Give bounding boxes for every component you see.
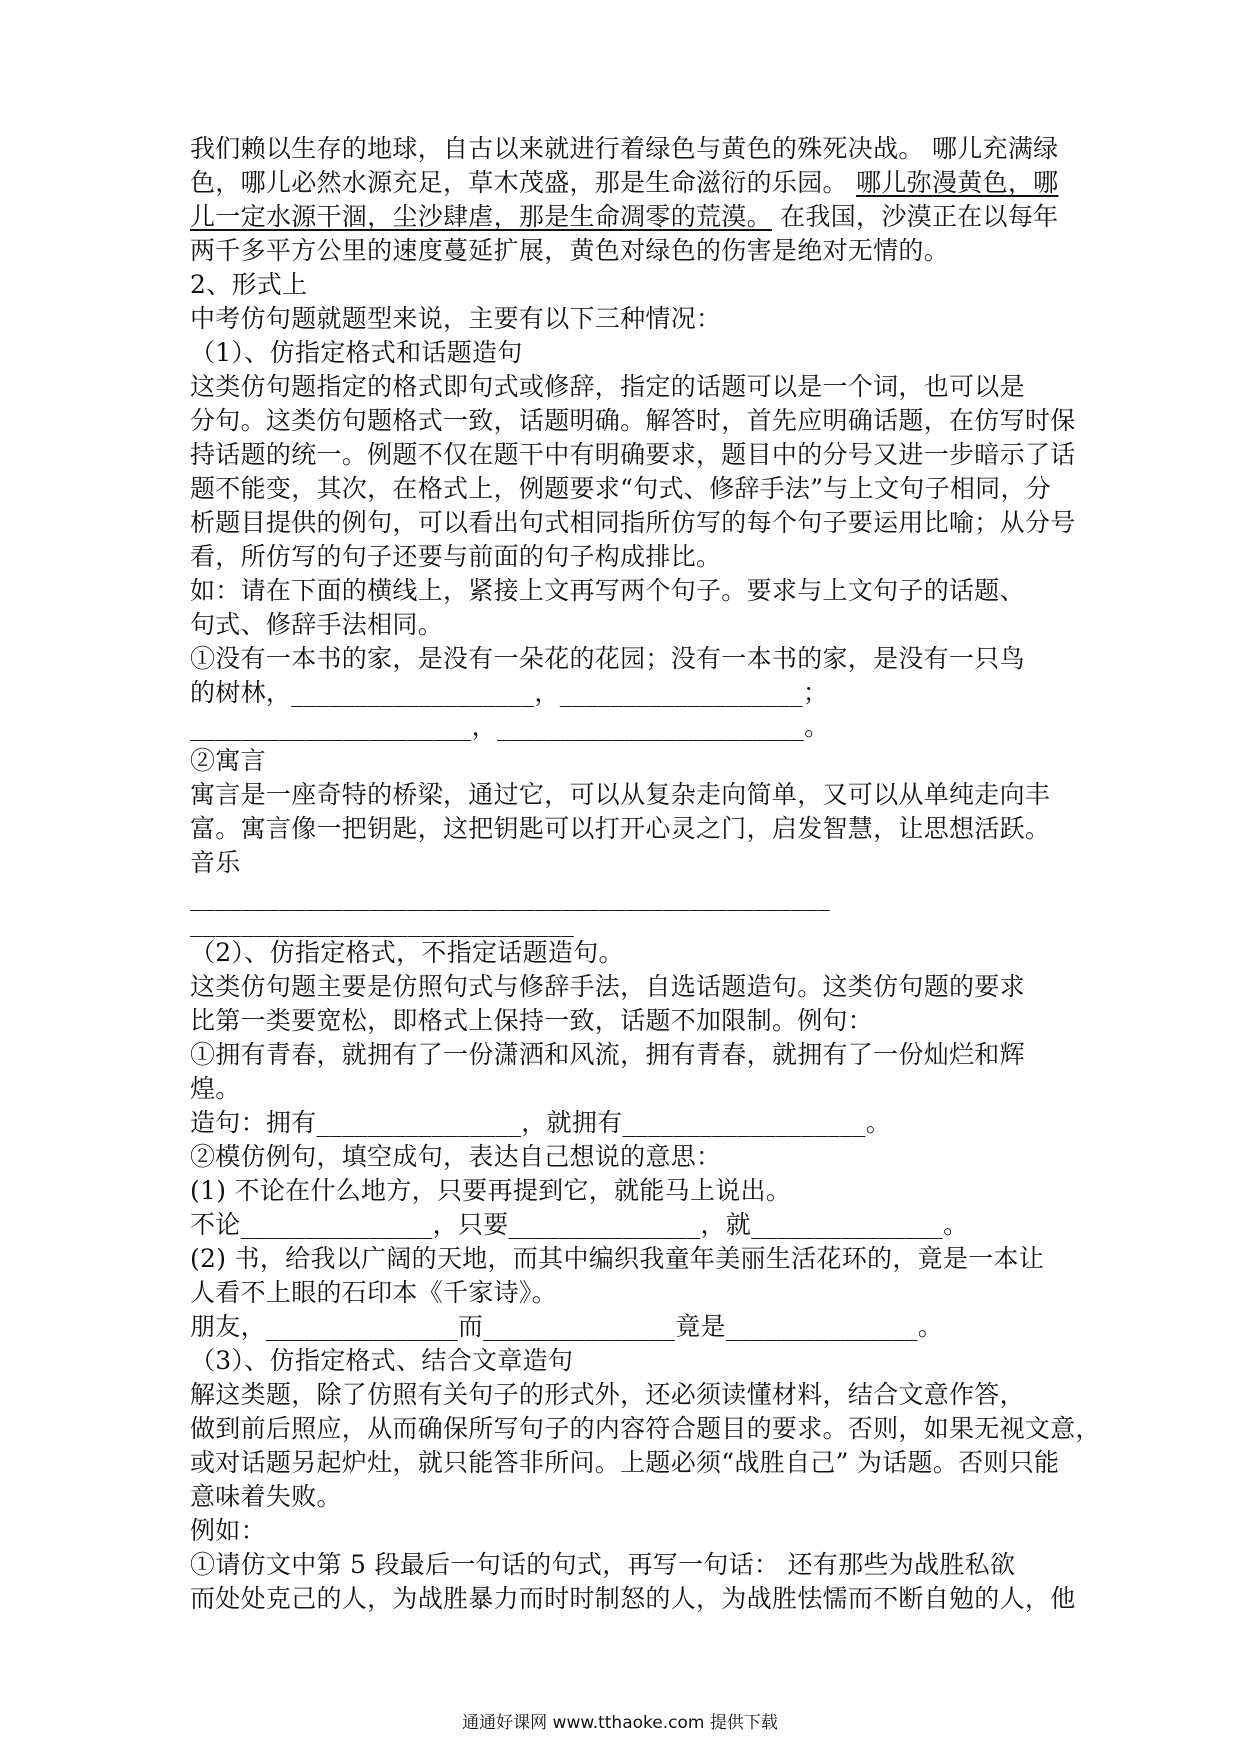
text-line: ①没有一本书的家，是没有一朵花的花园；没有一本书的家，是没有一只鸟 [190,644,1025,673]
text-line: 煌。 [190,1074,241,1103]
subsection-heading: （2）、仿指定格式，不指定话题造句。 [190,938,624,967]
text-line: (1) 不论在什么地方，只要再提到它，就能马上说出。 [190,1176,792,1205]
fill-blank-line: 朋友，_______________而_______________竟是_______________。 [190,1312,944,1341]
page-footer: 通通好课网 www.tthaoke.com 提供下载 [462,1713,778,1733]
text-line [190,166,1058,200]
text-line: 持话题的统一。例题不仅在题干中有明确要求，题目中的分号又进一步暗示了话 [190,440,1076,469]
text-line: 这类仿句题指定的格式即句式或修辞，指定的话题可以是一个词，也可以是 [190,372,1025,401]
text-span: 在我国，沙漠正在以每年 [771,202,1059,231]
text-line: 而处处克己的人，为战胜暴力而时时制怒的人，为战胜怯懦而不断自勉的人，他 [190,1584,1076,1613]
text-line: 人看不上眼的石印本《千家诗》。 [190,1278,558,1307]
text-span: 色，哪儿必然水源充足，草木茂盛，那是生命滋衍的乐园。 [190,168,848,197]
text-line: 我们赖以生存的地球，自古以来就进行着绿色与黄色的殊死决战。 哪儿充满绿 [190,134,1059,163]
fill-blank-line: 不论_______________，只要_______________，就_______________。 [190,1210,969,1239]
text-line: 看，所仿写的句子还要与前面的句子构成排比。 [190,542,722,571]
text-line: 寓言是一座奇特的桥梁，通过它，可以从复杂走向简单，又可以从单纯走向丰 [190,780,1051,809]
text-line: ①拥有青春，就拥有了一份潇洒和风流，拥有青春，就拥有了一份灿烂和辉 [190,1040,1025,1069]
text-line [190,200,1058,234]
text-line: 例如： [190,1516,266,1545]
text-line: 析题目提供的例句，可以看出句式相同指所仿写的每个句子要运用比喻；从分号 [190,508,1076,537]
text-line: 意味着失败。 [190,1482,342,1511]
text-line: 如：请在下面的横线上，紧接上文再写两个句子。要求与上文句子的话题、 [190,576,1025,605]
text-line: 比第一类要宽松，即格式上保持一致，话题不加限制。例句： [190,1006,874,1035]
text-line: 或对话题另起炉灶，就只能答非所问。上题必须“战胜自己” 为话题。否则只能 [190,1448,1060,1477]
text-line: 音乐 [190,848,241,877]
text-line: 题不能变，其次，在格式上，例题要求“句式、修辞手法”与上文句子相同，分 [190,474,1052,503]
text-line: ②模仿例句，填空成句，表达自己想说的意思： [190,1142,722,1171]
text-line: ①请仿文中第 5 段最后一句话的句式，再写一句话： 还有那些为战胜私欲 [190,1550,1016,1579]
text-line: 解这类题，除了仿照有关句子的形式外，还必须读懂材料，结合文意作答， [190,1380,1025,1409]
text-line: ②寓言 [190,746,266,775]
fill-blank-line: __________________________________________________ [190,882,830,911]
fill-blank-line: 的树林，___________________，___________________； [190,678,829,707]
text-line: 中考仿句题就题型来说，主要有以下三种情况： [190,304,722,333]
fill-blank-line: ______________________，________________________。 [190,712,830,741]
section-heading: 2、形式上 [190,270,308,299]
text-line: (2) 书，给我以广阔的天地，而其中编织我童年美丽生活花环的，竟是一本让 [190,1244,1045,1273]
text-line: 做到前后照应，从而确保所写句子的内容符合题目的要求。否则，如果无视文意， [190,1414,1101,1443]
subsection-heading: （1）、仿指定格式和话题造句 [190,338,523,367]
underlined-text: 儿一定水源干涸，尘沙肆虐，那是生命凋零的荒漠。 [190,202,772,231]
text-line: 分句。这类仿句题格式一致，话题明确。解答时，首先应明确话题，在仿写时保 [190,406,1076,435]
subsection-heading: （3）、仿指定格式、结合文章造句 [190,1346,574,1375]
text-line: 两千多平方公里的速度蔓延扩展，黄色对绿色的伤害是绝对无情的。 [190,236,950,265]
text-line: 句式、修辞手法相同。 [190,610,444,639]
underlined-text: 哪儿弥漫黄色，哪 [856,168,1059,197]
fill-blank-line: ______________________________ [190,908,574,937]
text-line: 这类仿句题主要是仿照句式与修辞手法，自选话题造句。这类仿句题的要求 [190,972,1025,1001]
fill-blank-line: 造句：拥有________________，就拥有___________________。 [190,1108,892,1137]
text-line: 富。寓言像一把钥匙，这把钥匙可以打开心灵之门，启发智慧，让思想活跃。 [190,814,1051,843]
